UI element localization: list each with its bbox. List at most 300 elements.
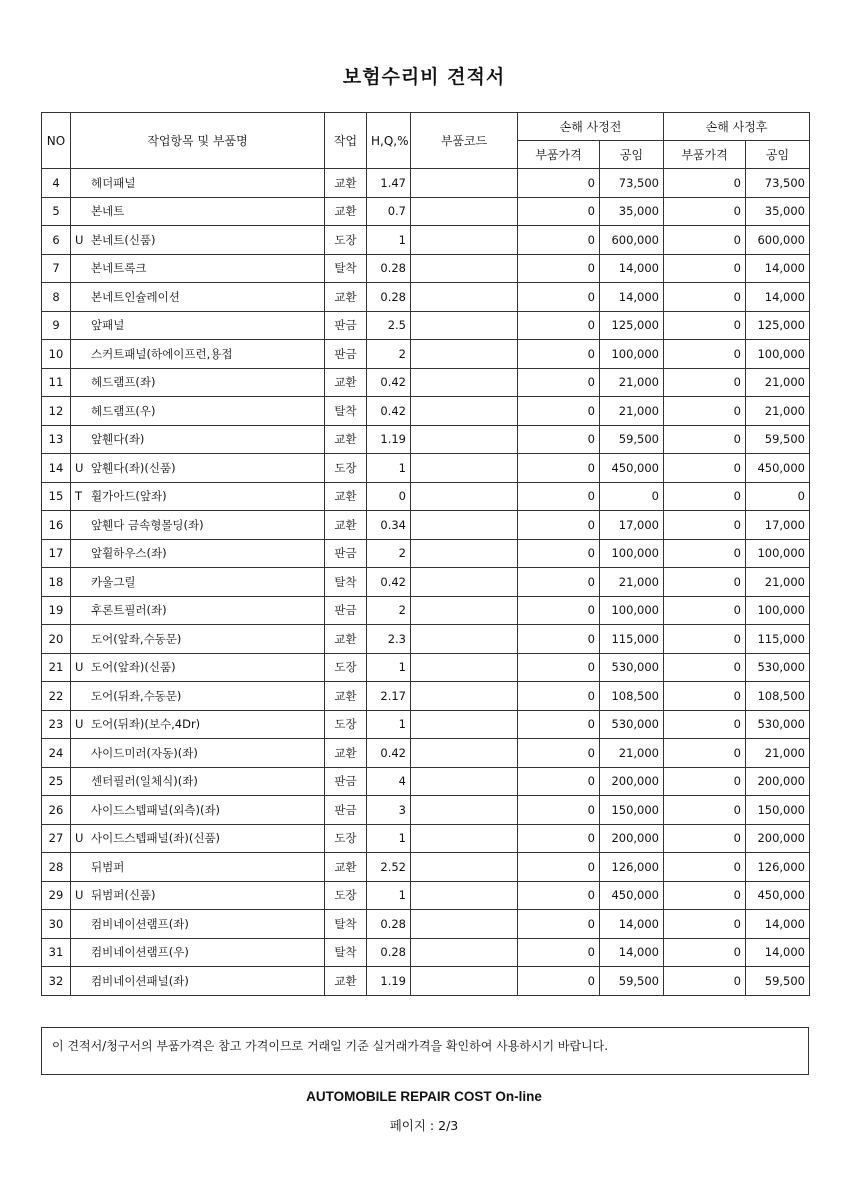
row-after-labor: 73,500 xyxy=(746,169,810,198)
row-after-labor: 100,000 xyxy=(746,340,810,369)
row-part-code xyxy=(411,938,518,967)
row-after-part-price: 0 xyxy=(664,454,746,483)
row-part-code xyxy=(411,283,518,312)
row-no: 31 xyxy=(42,938,71,967)
table-row xyxy=(42,454,810,483)
table-row xyxy=(42,283,810,312)
row-item xyxy=(71,767,325,796)
table-row xyxy=(42,539,810,568)
row-item xyxy=(71,910,325,939)
row-after-part-price: 0 xyxy=(664,397,746,426)
row-after-labor: 14,000 xyxy=(746,254,810,283)
row-no: 16 xyxy=(42,511,71,540)
row-before-labor: 14,000 xyxy=(600,254,664,283)
row-work: 탈착 xyxy=(325,568,367,597)
row-hq: 1 xyxy=(367,881,411,910)
table-row xyxy=(42,967,810,996)
row-mark: T xyxy=(75,489,83,504)
row-work: 도장 xyxy=(325,710,367,739)
row-no: 25 xyxy=(42,767,71,796)
header-work: 작업 xyxy=(325,113,367,169)
table-row xyxy=(42,568,810,597)
row-item xyxy=(71,625,325,654)
row-before-labor: 21,000 xyxy=(600,397,664,426)
table-row xyxy=(42,881,810,910)
row-work: 탈착 xyxy=(325,910,367,939)
row-work: 교환 xyxy=(325,739,367,768)
row-part-code xyxy=(411,625,518,654)
table-row xyxy=(42,226,810,255)
row-hq: 1 xyxy=(367,824,411,853)
row-item-name: 센터필러(일체식)(좌) xyxy=(91,774,198,789)
row-hq: 0 xyxy=(367,482,411,511)
row-work: 도장 xyxy=(325,226,367,255)
row-work: 교환 xyxy=(325,482,367,511)
row-no: 12 xyxy=(42,397,71,426)
row-work: 판금 xyxy=(325,596,367,625)
row-no: 13 xyxy=(42,425,71,454)
row-item-name: 도어(앞좌)(신품) xyxy=(91,660,176,675)
table-row xyxy=(42,739,810,768)
row-item-name: 카울그릴 xyxy=(91,574,136,589)
row-part-code xyxy=(411,482,518,511)
row-work: 판금 xyxy=(325,340,367,369)
row-work: 교환 xyxy=(325,169,367,198)
row-before-part-price: 0 xyxy=(518,482,600,511)
row-after-labor: 59,500 xyxy=(746,425,810,454)
row-part-code xyxy=(411,682,518,711)
row-before-part-price: 0 xyxy=(518,824,600,853)
row-work: 판금 xyxy=(325,796,367,825)
row-work: 탈착 xyxy=(325,397,367,426)
row-item xyxy=(71,482,325,511)
row-after-labor: 21,000 xyxy=(746,397,810,426)
row-item-name: 컴비네이션램프(좌) xyxy=(91,916,189,931)
row-mark: U xyxy=(75,460,84,475)
row-before-part-price: 0 xyxy=(518,511,600,540)
row-work: 교환 xyxy=(325,967,367,996)
row-before-part-price: 0 xyxy=(518,710,600,739)
row-part-code xyxy=(411,596,518,625)
row-before-part-price: 0 xyxy=(518,454,600,483)
table-header xyxy=(42,113,810,169)
row-item-name: 앞휀다(좌)(신품) xyxy=(91,460,176,475)
row-work: 교환 xyxy=(325,625,367,654)
row-after-part-price: 0 xyxy=(664,625,746,654)
row-work: 탈착 xyxy=(325,254,367,283)
row-after-part-price: 0 xyxy=(664,767,746,796)
row-item xyxy=(71,511,325,540)
row-no: 30 xyxy=(42,910,71,939)
row-item xyxy=(71,254,325,283)
row-item-name: 앞패널 xyxy=(91,318,125,333)
row-part-code xyxy=(411,853,518,882)
row-item xyxy=(71,653,325,682)
table-row xyxy=(42,710,810,739)
row-before-part-price: 0 xyxy=(518,397,600,426)
page-number: 페이지 : 2/3 xyxy=(389,1118,459,1133)
row-before-labor: 21,000 xyxy=(600,739,664,768)
row-part-code xyxy=(411,169,518,198)
row-hq: 0.42 xyxy=(367,739,411,768)
row-after-part-price: 0 xyxy=(664,710,746,739)
header-before-labor: 공임 xyxy=(600,141,664,169)
row-work: 판금 xyxy=(325,767,367,796)
row-after-part-price: 0 xyxy=(664,739,746,768)
row-no: 20 xyxy=(42,625,71,654)
row-hq: 2.5 xyxy=(367,311,411,340)
row-after-part-price: 0 xyxy=(664,425,746,454)
row-hq: 0.42 xyxy=(367,568,411,597)
row-item-name: 본네트인슐레이션 xyxy=(91,289,180,304)
row-after-part-price: 0 xyxy=(664,340,746,369)
row-work: 교환 xyxy=(325,283,367,312)
row-after-labor: 530,000 xyxy=(746,710,810,739)
table-row xyxy=(42,653,810,682)
row-part-code xyxy=(411,881,518,910)
row-item-name: 뒤범퍼 xyxy=(91,859,125,874)
row-after-part-price: 0 xyxy=(664,881,746,910)
row-item xyxy=(71,853,325,882)
row-part-code xyxy=(411,425,518,454)
row-no: 8 xyxy=(42,283,71,312)
row-item-name: 앞휀다(좌) xyxy=(91,432,145,447)
header-after-part-price: 부품가격 xyxy=(664,141,746,169)
row-before-labor: 600,000 xyxy=(600,226,664,255)
table-row xyxy=(42,682,810,711)
row-hq: 0.28 xyxy=(367,254,411,283)
row-hq: 1.19 xyxy=(367,425,411,454)
row-item-name: 도어(앞좌,수동문) xyxy=(91,631,182,646)
header-after-adjustment: 손해 사정후 xyxy=(664,113,810,141)
row-after-labor: 530,000 xyxy=(746,653,810,682)
row-hq: 0.42 xyxy=(367,368,411,397)
row-part-code xyxy=(411,311,518,340)
row-work: 교환 xyxy=(325,368,367,397)
table-row xyxy=(42,311,810,340)
row-part-code xyxy=(411,653,518,682)
row-hq: 1 xyxy=(367,226,411,255)
row-work: 판금 xyxy=(325,539,367,568)
row-before-labor: 14,000 xyxy=(600,910,664,939)
row-no: 17 xyxy=(42,539,71,568)
row-hq: 1.47 xyxy=(367,169,411,198)
row-item xyxy=(71,824,325,853)
row-hq: 1.19 xyxy=(367,967,411,996)
row-item-name: 본네트록크 xyxy=(91,261,147,276)
row-after-part-price: 0 xyxy=(664,653,746,682)
row-item-name: 도어(뒤좌)(보수,4Dr) xyxy=(91,717,201,732)
row-after-labor: 0 xyxy=(746,482,810,511)
row-hq: 0.28 xyxy=(367,910,411,939)
row-after-labor: 450,000 xyxy=(746,881,810,910)
row-part-code xyxy=(411,368,518,397)
row-before-labor: 59,500 xyxy=(600,967,664,996)
row-after-labor: 200,000 xyxy=(746,824,810,853)
row-no: 7 xyxy=(42,254,71,283)
row-item xyxy=(71,682,325,711)
row-item-name: 사이드스텝패널(외측)(좌) xyxy=(91,802,221,817)
table-row xyxy=(42,596,810,625)
row-item xyxy=(71,397,325,426)
row-no: 27 xyxy=(42,824,71,853)
row-work: 도장 xyxy=(325,824,367,853)
row-item-name: 앞휠하우스(좌) xyxy=(91,546,167,561)
row-part-code xyxy=(411,739,518,768)
row-part-code xyxy=(411,796,518,825)
row-before-part-price: 0 xyxy=(518,625,600,654)
row-after-part-price: 0 xyxy=(664,311,746,340)
row-before-part-price: 0 xyxy=(518,796,600,825)
row-after-part-price: 0 xyxy=(664,568,746,597)
row-before-part-price: 0 xyxy=(518,169,600,198)
row-part-code xyxy=(411,910,518,939)
row-item xyxy=(71,796,325,825)
row-after-part-price: 0 xyxy=(664,197,746,226)
row-hq: 2.3 xyxy=(367,625,411,654)
row-item xyxy=(71,881,325,910)
row-before-part-price: 0 xyxy=(518,653,600,682)
row-item-name: 후론트필러(좌) xyxy=(91,603,167,618)
table-row xyxy=(42,425,810,454)
row-hq: 0.28 xyxy=(367,938,411,967)
row-no: 18 xyxy=(42,568,71,597)
row-item xyxy=(71,169,325,198)
row-part-code xyxy=(411,340,518,369)
row-before-labor: 200,000 xyxy=(600,767,664,796)
row-hq: 1 xyxy=(367,653,411,682)
row-item-name: 헤드램프(우) xyxy=(91,403,156,418)
row-item xyxy=(71,568,325,597)
row-no: 15 xyxy=(42,482,71,511)
row-before-part-price: 0 xyxy=(518,881,600,910)
table-body xyxy=(42,169,810,996)
row-hq: 2 xyxy=(367,596,411,625)
row-before-labor: 126,000 xyxy=(600,853,664,882)
row-after-part-price: 0 xyxy=(664,283,746,312)
row-work: 탈착 xyxy=(325,938,367,967)
row-before-part-price: 0 xyxy=(518,311,600,340)
row-item xyxy=(71,197,325,226)
row-after-labor: 14,000 xyxy=(746,938,810,967)
row-item xyxy=(71,425,325,454)
row-before-part-price: 0 xyxy=(518,767,600,796)
row-work: 교환 xyxy=(325,853,367,882)
row-part-code xyxy=(411,226,518,255)
row-before-labor: 17,000 xyxy=(600,511,664,540)
row-work: 판금 xyxy=(325,311,367,340)
row-part-code xyxy=(411,397,518,426)
row-item xyxy=(71,938,325,967)
row-before-labor: 14,000 xyxy=(600,283,664,312)
table-row xyxy=(42,482,810,511)
row-before-part-price: 0 xyxy=(518,967,600,996)
row-after-part-price: 0 xyxy=(664,368,746,397)
row-before-labor: 73,500 xyxy=(600,169,664,198)
row-item xyxy=(71,454,325,483)
row-work: 교환 xyxy=(325,197,367,226)
row-before-labor: 115,000 xyxy=(600,625,664,654)
row-part-code xyxy=(411,197,518,226)
row-before-part-price: 0 xyxy=(518,197,600,226)
row-before-labor: 100,000 xyxy=(600,596,664,625)
row-before-labor: 450,000 xyxy=(600,454,664,483)
row-after-labor: 450,000 xyxy=(746,454,810,483)
row-part-code xyxy=(411,824,518,853)
row-after-part-price: 0 xyxy=(664,511,746,540)
row-before-part-price: 0 xyxy=(518,226,600,255)
table-row xyxy=(42,910,810,939)
row-after-part-price: 0 xyxy=(664,682,746,711)
row-after-part-price: 0 xyxy=(664,967,746,996)
row-after-labor: 108,500 xyxy=(746,682,810,711)
row-before-part-price: 0 xyxy=(518,254,600,283)
row-item-name: 헤드램프(좌) xyxy=(91,375,156,390)
row-before-part-price: 0 xyxy=(518,853,600,882)
footer-brand: AUTOMOBILE REPAIR COST On-line xyxy=(306,1089,542,1104)
row-after-labor: 21,000 xyxy=(746,368,810,397)
table-row xyxy=(42,368,810,397)
table-row xyxy=(42,853,810,882)
row-before-part-price: 0 xyxy=(518,539,600,568)
estimate-table xyxy=(41,112,810,996)
row-before-part-price: 0 xyxy=(518,910,600,939)
row-before-labor: 450,000 xyxy=(600,881,664,910)
header-before-adjustment: 손해 사정전 xyxy=(518,113,664,141)
row-after-labor: 150,000 xyxy=(746,796,810,825)
row-after-labor: 21,000 xyxy=(746,568,810,597)
notice-box: 이 견적서/청구서의 부품가격은 참고 가격이므로 거래일 기준 실거래가격을 확인하여 사용하시기 바랍니다. xyxy=(41,1027,809,1075)
row-hq: 2.52 xyxy=(367,853,411,882)
row-no: 28 xyxy=(42,853,71,882)
header-item: 작업항목 및 부품명 xyxy=(71,113,325,169)
row-part-code xyxy=(411,767,518,796)
table-row xyxy=(42,511,810,540)
row-work: 도장 xyxy=(325,454,367,483)
row-item xyxy=(71,311,325,340)
row-no: 23 xyxy=(42,710,71,739)
header-before-part-price: 부품가격 xyxy=(518,141,600,169)
row-item-name: 컴비네이션패널(좌) xyxy=(91,973,189,988)
row-hq: 2 xyxy=(367,539,411,568)
table-row xyxy=(42,938,810,967)
header-part-code: 부품코드 xyxy=(411,113,518,169)
row-mark: U xyxy=(75,831,84,846)
row-hq: 0.7 xyxy=(367,197,411,226)
row-part-code xyxy=(411,967,518,996)
row-before-labor: 125,000 xyxy=(600,311,664,340)
row-no: 14 xyxy=(42,454,71,483)
row-part-code xyxy=(411,568,518,597)
row-mark: U xyxy=(75,717,84,732)
row-item xyxy=(71,283,325,312)
row-before-labor: 14,000 xyxy=(600,938,664,967)
table-row xyxy=(42,824,810,853)
row-hq: 0.42 xyxy=(367,397,411,426)
row-hq: 1 xyxy=(367,454,411,483)
row-item-name: 컴비네이션램프(우) xyxy=(91,945,189,960)
row-after-part-price: 0 xyxy=(664,169,746,198)
table-row xyxy=(42,796,810,825)
row-before-labor: 530,000 xyxy=(600,653,664,682)
row-part-code xyxy=(411,539,518,568)
row-item xyxy=(71,739,325,768)
row-after-part-price: 0 xyxy=(664,796,746,825)
row-item xyxy=(71,340,325,369)
row-after-labor: 59,500 xyxy=(746,967,810,996)
row-item xyxy=(71,967,325,996)
row-before-labor: 21,000 xyxy=(600,568,664,597)
row-item-name: 앞휀다 금속형몰딩(좌) xyxy=(91,517,204,532)
table-row xyxy=(42,340,810,369)
row-hq: 3 xyxy=(367,796,411,825)
row-no: 9 xyxy=(42,311,71,340)
row-no: 10 xyxy=(42,340,71,369)
row-no: 19 xyxy=(42,596,71,625)
row-before-part-price: 0 xyxy=(518,340,600,369)
row-after-part-price: 0 xyxy=(664,539,746,568)
row-after-part-price: 0 xyxy=(664,226,746,255)
row-mark: U xyxy=(75,888,84,903)
row-item xyxy=(71,368,325,397)
row-after-labor: 17,000 xyxy=(746,511,810,540)
row-work: 교환 xyxy=(325,425,367,454)
row-mark: U xyxy=(75,232,84,247)
row-item-name: 본네트(신품) xyxy=(91,232,156,247)
row-before-part-price: 0 xyxy=(518,682,600,711)
row-after-labor: 125,000 xyxy=(746,311,810,340)
row-before-labor: 100,000 xyxy=(600,340,664,369)
row-after-part-price: 0 xyxy=(664,853,746,882)
row-before-part-price: 0 xyxy=(518,938,600,967)
row-work: 교환 xyxy=(325,511,367,540)
row-before-part-price: 0 xyxy=(518,425,600,454)
table-row xyxy=(42,625,810,654)
row-after-labor: 14,000 xyxy=(746,910,810,939)
row-before-labor: 530,000 xyxy=(600,710,664,739)
row-hq: 0.34 xyxy=(367,511,411,540)
row-mark: U xyxy=(75,660,84,675)
row-item xyxy=(71,710,325,739)
row-after-part-price: 0 xyxy=(664,482,746,511)
row-hq: 4 xyxy=(367,767,411,796)
row-before-part-price: 0 xyxy=(518,739,600,768)
row-before-part-price: 0 xyxy=(518,283,600,312)
row-hq: 1 xyxy=(367,710,411,739)
row-after-part-price: 0 xyxy=(664,910,746,939)
row-item-name: 본네트 xyxy=(91,204,125,219)
row-hq: 2.17 xyxy=(367,682,411,711)
row-after-labor: 600,000 xyxy=(746,226,810,255)
row-after-labor: 115,000 xyxy=(746,625,810,654)
row-no: 29 xyxy=(42,881,71,910)
header-no: NO xyxy=(42,113,71,169)
row-item-name: 스커트패널(하에이프런,용접 xyxy=(91,346,233,361)
row-after-labor: 35,000 xyxy=(746,197,810,226)
row-item-name: 헤더패널 xyxy=(91,175,136,190)
row-item xyxy=(71,539,325,568)
table-row xyxy=(42,169,810,198)
row-item xyxy=(71,226,325,255)
row-after-part-price: 0 xyxy=(664,938,746,967)
row-work: 교환 xyxy=(325,682,367,711)
row-before-part-price: 0 xyxy=(518,568,600,597)
row-after-labor: 200,000 xyxy=(746,767,810,796)
row-after-labor: 100,000 xyxy=(746,539,810,568)
row-no: 11 xyxy=(42,368,71,397)
document-title: 보험수리비 견적서 xyxy=(342,66,506,88)
table-row xyxy=(42,197,810,226)
